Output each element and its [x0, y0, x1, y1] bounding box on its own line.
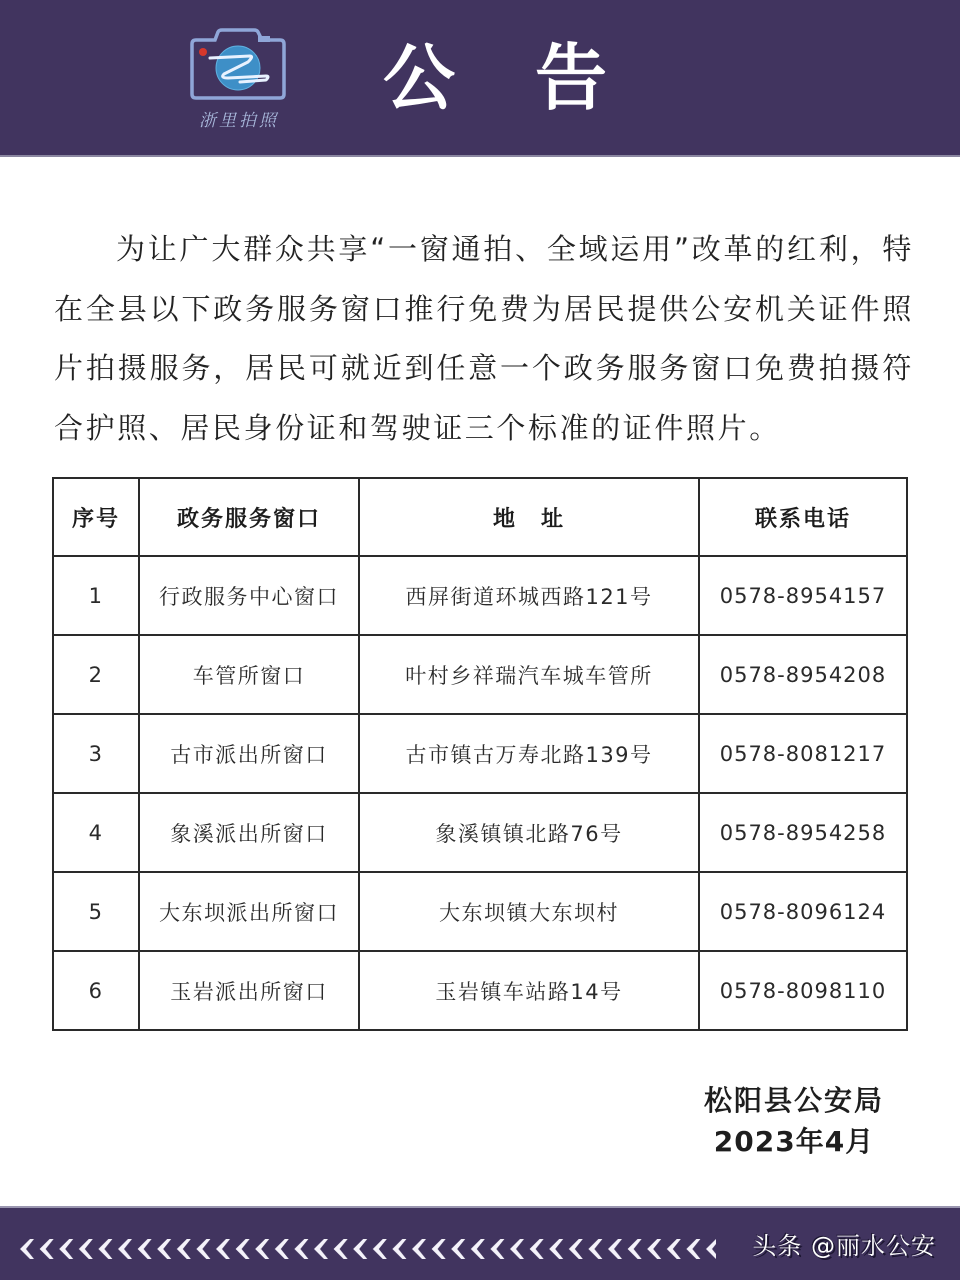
row-no: 5 — [53, 872, 139, 951]
column-header-phone: 联系电话 — [699, 478, 907, 556]
table-row — [53, 872, 907, 951]
row-no: 3 — [53, 714, 139, 793]
column-header-window: 政务服务窗口 — [139, 478, 359, 556]
table-row — [53, 714, 907, 793]
issue-date: 2023年4月 — [713, 1125, 875, 1158]
watermark-text: 头条 @丽水公安 — [752, 1232, 936, 1260]
column-header-no: 序号 — [53, 478, 139, 556]
row-window: 象溪派出所窗口 — [139, 793, 359, 872]
row-address: 玉岩镇车站路14号 — [359, 951, 699, 1030]
page-title: 公告 — [383, 36, 688, 120]
issuing-organization: 松阳县公安局 — [703, 1084, 884, 1117]
row-window: 古市派出所窗口 — [139, 714, 359, 793]
table-header-row — [53, 478, 907, 556]
row-no: 4 — [53, 793, 139, 872]
row-phone: 0578-8954157 — [699, 556, 907, 635]
table-row — [53, 556, 907, 635]
row-phone: 0578-8954208 — [699, 635, 907, 714]
header-band — [0, 0, 960, 157]
row-phone: 0578-8098110 — [699, 951, 907, 1030]
intro-paragraph: 为让广大群众共享“一窗通拍、全域运用”改革的红利，特在全县以下政务服务窗口推行免费为居民提供公安机关证件照片拍摄服务，居民可就近到任意一个政务服务窗口免费拍摄符合护照、居民身份证和驾驶证三个标准的证件照片。 — [54, 232, 914, 445]
row-phone: 0578-8096124 — [699, 872, 907, 951]
row-window: 大东坝派出所窗口 — [139, 872, 359, 951]
footer-band — [0, 1206, 960, 1280]
row-address: 象溪镇镇北路76号 — [359, 793, 699, 872]
row-address: 古市镇古万寿北路139号 — [359, 714, 699, 793]
table-row — [53, 793, 907, 872]
column-header-address: 地 址 — [359, 478, 699, 556]
row-window: 行政服务中心窗口 — [139, 556, 359, 635]
row-phone: 0578-8081217 — [699, 714, 907, 793]
row-no: 6 — [53, 951, 139, 1030]
row-window: 车管所窗口 — [139, 635, 359, 714]
row-address: 大东坝镇大东坝村 — [359, 872, 699, 951]
row-no: 1 — [53, 556, 139, 635]
table-row — [53, 951, 907, 1030]
service-window-table — [52, 477, 908, 1031]
chevron-left-pattern-icon — [16, 1237, 716, 1261]
row-address: 叶村乡祥瑞汽车城车管所 — [359, 635, 699, 714]
row-phone: 0578-8954258 — [699, 793, 907, 872]
table-row — [53, 635, 907, 714]
logo-text: 浙里拍照 — [199, 111, 279, 131]
signature-block — [704, 1080, 884, 1162]
row-no: 2 — [53, 635, 139, 714]
row-window: 玉岩派出所窗口 — [139, 951, 359, 1030]
row-address: 西屏街道环城西路121号 — [359, 556, 699, 635]
